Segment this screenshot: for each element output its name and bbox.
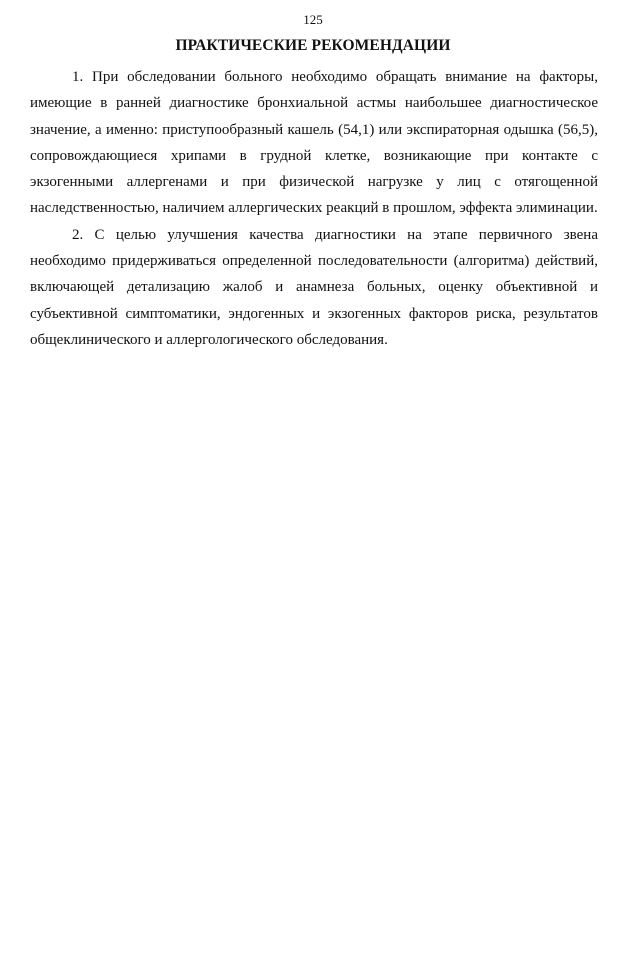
page-title: ПРАКТИЧЕСКИЕ РЕКОМЕНДАЦИИ <box>175 37 451 54</box>
body-text <box>30 64 598 353</box>
paragraph-1: 1. При обследовании больного необходимо обращать внимание на факторы, имеющие в ранней диагностике бронхиальной астмы наибольшее диагностическое значение, а именно: приступообразный кашель (54,1) или экспираторная одышка (56,5), сопровождающиеся хрипами в грудной клетке, возникающие при контакте с экзогенными аллергенами и при физической нагрузке у лиц с отягощенной наследственностью, наличием аллергических реакций в прошлом, эффекта элиминации. <box>30 69 598 217</box>
page-number: 125 <box>303 12 323 27</box>
paragraph-2: 2. С целью улучшения качества диагностики на этапе первичного звена необходимо придерживаться определенной последовательности (алгоритма) действий, включающей детализацию жалоб и анамнеза больных, оценку объективной и субъективной симптоматики, эндогенных и экзогенных факторов риска, результатов общеклинического и аллергологического обследования. <box>30 226 598 348</box>
